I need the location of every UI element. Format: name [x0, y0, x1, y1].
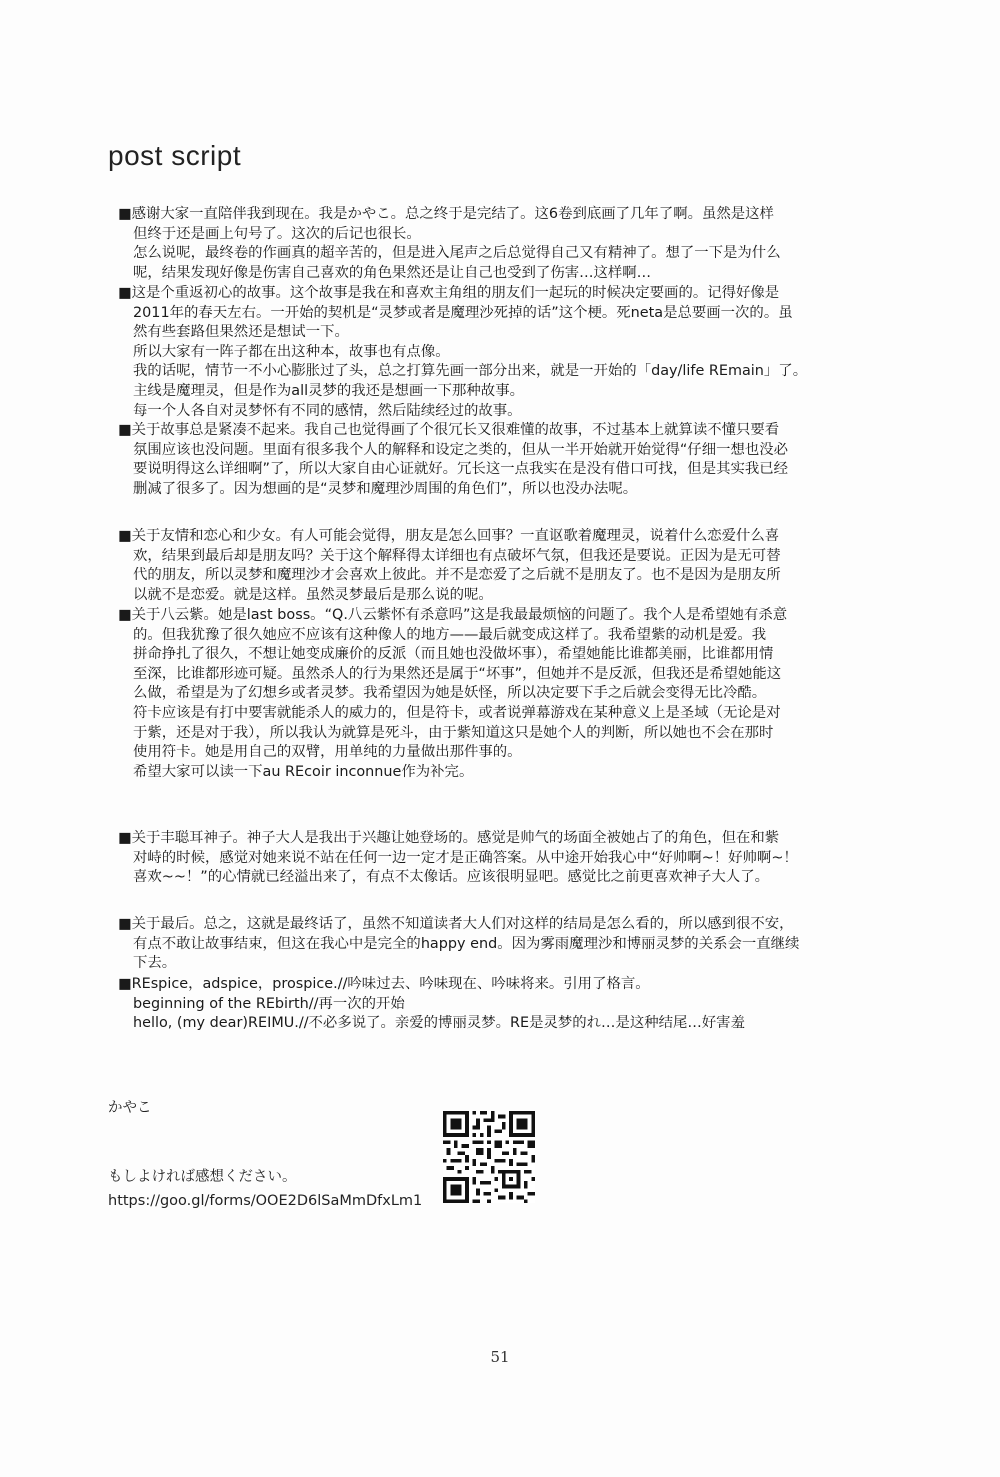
text-line: 于紫，还是对于我），所以我认为就算是死斗，由于紫知道这只是她个人的判断，所以她也不会在那时 [133, 724, 774, 741]
text-line: 每一个人各自对灵梦怀有不同的感情，然后陆续经过的故事。 [133, 402, 522, 419]
author-signature: かやこ [108, 1100, 152, 1116]
page-number: 51 [490, 1348, 510, 1366]
paragraph-respice [118, 975, 878, 1034]
text-line: ■这是个重返初心的故事。这个故事是我在和喜欢主角组的朋友们一起玩的时候决定要画的。记得好像是 [118, 285, 780, 301]
text-line: 的。但我犹豫了很久她应不应该有这种像人的地方——最后就变成这样了。我希望紫的动机是爱。我 [133, 626, 767, 643]
text-line: beginning of the REbirth//再一次的开始 [133, 995, 405, 1012]
text-line: 但终于还是画上句号了。这次的后记也很长。 [133, 225, 421, 242]
paragraph-friendship [118, 527, 878, 605]
text-line: hello, (my dear)REIMU.//不必多说了。亲爱的博丽灵梦。RE是灵梦的れ…是这种结尾…好害羞 [133, 1015, 745, 1032]
text-line: 2011年的春天左右。一开始的契机是“灵梦或者是魔理沙死掉的话”这个梗。死neta是总要画一次的。虽 [133, 304, 793, 321]
text-line: 呢，结果发现好像是伤害自己喜欢的角色果然还是让自己也受到了伤害…这样啊… [133, 264, 652, 281]
text-line: 符卡应该是有打中要害就能杀人的威力的，但是符卡，或者说弹幕游戏在某种意义上是圣域（无论是对 [133, 704, 781, 721]
feedback-request [108, 1165, 422, 1213]
text-line: 至深，比谁都形迹可疑。虽然杀人的行为果然还是属于“坏事”，但她并不是反派，但我还是希望她能这 [133, 665, 782, 682]
paragraph-origin [118, 284, 878, 421]
text-line: 么做，希望是为了幻想乡或者灵梦。我希望因为她是妖怪，所以决定要下手之后就会变得无比冷酷。 [133, 685, 767, 702]
text-line: 氛围应该也没问题。里面有很多我个人的解释和设定之类的，但从一半开始就开始觉得“仔细一想也没必 [133, 441, 789, 458]
text-line: ■关于最后。总之，这就是最终话了，虽然不知道读者大人们对这样的结局是怎么看的，所以感到很不安， [118, 916, 794, 932]
qr-code-icon[interactable] [443, 1111, 535, 1203]
paragraph-miko [118, 829, 878, 888]
text-line: ■关于友情和恋心和少女。有人可能会觉得，朋友是怎么回事？一直讴歌着魔理灵，说着什么恋爱什么喜 [118, 528, 780, 544]
page-title: post script [108, 140, 242, 171]
text-line: 希望大家可以读一下au REcoir inconnue作为补完。 [133, 763, 474, 780]
text-line: 所以大家有一阵子都在出这种本，故事也有点像。 [133, 343, 450, 360]
feedback-text: もしよければ感想ください。 [108, 1169, 297, 1185]
text-line: 使用符卡。她是用自己的双臂，用单纯的力量做出那件事的。 [133, 744, 522, 761]
text-line: ■关于故事总是紧凑不起来。我自己也觉得画了个很冗长又很难懂的故事，不过基本上就算读不懂只要看 [118, 422, 780, 438]
text-line: 下去。 [133, 955, 177, 972]
text-line: 以就不是恋爱。就是这样。虽然灵梦最后是那么说的呢。 [133, 586, 493, 603]
text-line: 拼命挣扎了很久，不想让她变成廉价的反派（而且她也没做坏事），希望她能比谁都美丽，比谁都用情 [133, 646, 774, 663]
feedback-url-link[interactable]: https://goo.gl/forms/OOE2D6lSaMmDfxLm1 [108, 1193, 423, 1209]
text-line: 对峙的时候，感觉对她来说不站在任何一边一定才是正确答案。从中途开始我心中“好帅啊~！好帅啊~！ [133, 849, 798, 866]
text-line: 欢，结果到最后却是朋友吗？关于这个解释得太详细也有点破坏气氛，但我还是要说。正因为是无可替 [133, 547, 781, 564]
text-line: 删减了很多了。因为想画的是“灵梦和魔理沙周围的角色们”，所以也没办法呢。 [133, 480, 638, 497]
text-line: 然有些套路但果然还是想试一下。 [133, 324, 349, 341]
text-line: 我的话呢，情节一不小心膨胀过了头，总之打算先画一部分出来，就是一开始的「day/life REmain」了。 [133, 363, 808, 380]
text-line: 主线是魔理灵，但是作为all灵梦的我还是想画一下那种故事。 [133, 382, 524, 399]
text-line: 代的朋友，所以灵梦和魔理沙才会喜欢上彼此。并不是恋爱了之后就不是朋友了。也不是因为是朋友所 [133, 567, 781, 584]
paragraph-story [118, 421, 878, 499]
text-line: ■关于八云紫。她是last boss。“Q.八云紫怀有杀意吗”这是我最最烦恼的问题了。我个人是希望她有杀意 [118, 607, 788, 623]
text-line: 要说明得这么详细啊”了，所以大家自由心证就好。冗长这一点我实在是没有借口可找，但是其实我已经 [133, 461, 789, 478]
paragraph-ending [118, 915, 878, 974]
paragraph-yukari [118, 606, 878, 782]
text-line: 喜欢~~！”的心情就已经溢出来了，有点不太像话。应该很明显吧。感觉比之前更喜欢神子大人了。 [133, 869, 769, 886]
text-line: 怎么说呢，最终卷的作画真的超辛苦的，但是进入尾声之后总觉得自己又有精神了。想了一下是为什么 [133, 245, 781, 262]
text-line: ■关于丰聪耳神子。神子大人是我出于兴趣让她登场的。感觉是帅气的场面全被她占了的角色，但在和紫 [118, 830, 780, 846]
text-line: 有点不敢让故事结束，但这在我心中是完全的happy end。因为雾雨魔理沙和博丽灵梦的关系会一直继续 [133, 935, 800, 952]
paragraph-thanks [118, 205, 878, 283]
text-line: ■感谢大家一直陪伴我到现在。我是かやこ。总之终于是完结了。这6卷到底画了几年了啊。虽然是这样 [118, 206, 774, 222]
text-line: ■REspice，adspice，prospice.//吟味过去、吟味现在、吟味将来。引用了格言。 [118, 976, 650, 992]
